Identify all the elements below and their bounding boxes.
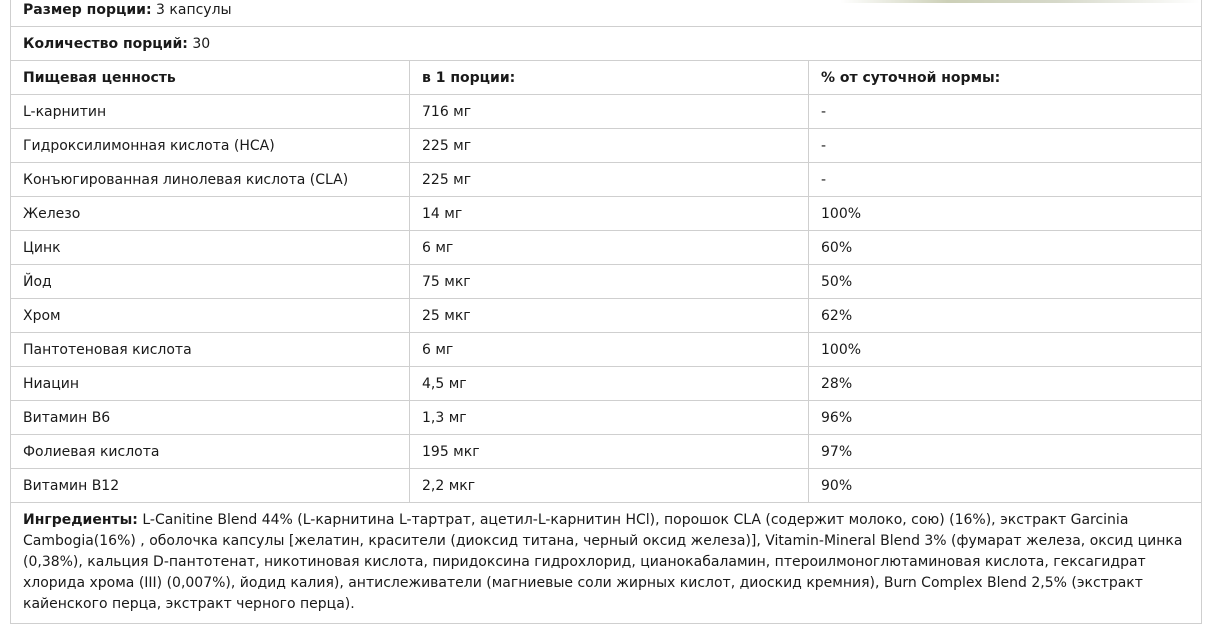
nutrient-amount-cell: 716 мг (410, 95, 809, 129)
header-daily-value: % от суточной нормы: (809, 61, 1202, 95)
nutrient-daily-value-cell: 28% (809, 367, 1202, 401)
nutrient-daily-value-cell: 96% (809, 401, 1202, 435)
nutrient-daily-value-cell: - (809, 163, 1202, 197)
nutrient-daily-value-cell: 90% (809, 469, 1202, 503)
nutrient-amount-cell: 6 мг (410, 333, 809, 367)
table-row (11, 435, 1202, 469)
nutrient-amount-cell: 25 мкг (410, 299, 809, 333)
nutrient-rows (11, 95, 1202, 503)
nutrient-name-cell: Гидроксилимонная кислота (HCA) (11, 129, 410, 163)
nutrient-name-cell: Хром (11, 299, 410, 333)
header-nutrient: Пищевая ценность (11, 61, 410, 95)
table-row (11, 265, 1202, 299)
nutrient-name-cell: Витамин В6 (11, 401, 410, 435)
table-row (11, 469, 1202, 503)
nutrient-name-cell: Цинк (11, 231, 410, 265)
nutrient-amount-cell: 4,5 мг (410, 367, 809, 401)
nutrient-daily-value-cell: - (809, 129, 1202, 163)
nutrition-facts-table (10, 0, 1202, 624)
nutrient-name-cell: Пантотеновая кислота (11, 333, 410, 367)
nutrient-daily-value-cell: 97% (809, 435, 1202, 469)
nutrient-amount-cell: 195 мкг (410, 435, 809, 469)
nutrient-amount-cell: 1,3 мг (410, 401, 809, 435)
ingredients-cell (11, 503, 1202, 624)
table-header-row (11, 61, 1202, 95)
nutrient-daily-value-cell: - (809, 95, 1202, 129)
table-row (11, 163, 1202, 197)
table-row (11, 367, 1202, 401)
servings-count-value: 30 (192, 35, 211, 52)
serving-size-cell (11, 0, 1202, 27)
serving-size-label: Размер порции: (23, 2, 152, 18)
table-row (11, 333, 1202, 367)
ingredients-row (11, 503, 1202, 624)
serving-size-row (11, 0, 1202, 27)
nutrient-name-cell: Железо (11, 197, 410, 231)
header-per-serving: в 1 порции: (410, 61, 809, 95)
table-row (11, 197, 1202, 231)
table-row (11, 401, 1202, 435)
nutrient-name-cell: Фолиевая кислота (11, 435, 410, 469)
nutrient-amount-cell: 225 мг (410, 129, 809, 163)
ingredients-text: L-Canitine Blend 44% (L-карнитина L-тартрат, ацетил-L-карнитин HCl), порошок CLA (содержит молоко, сою) (16%), экстракт Garcinia Cambogia(16%) , оболочка капсулы [желатин, красители (диоксид титана, черный оксид железа)], Vitamin-Mineral Blend 3% (фумарат железа, оксид цинка (0,38%), кальция D-пантотенат, никотиновая кислота, пиридоксина гидрохлорид, цианокабаламин, птероилмоноглютаминовая кислота, гексагидрат хлорида хрома (III) (0,007%), йодид калия), антислеживатели (магниевые соли жирных кислот, диоскид кремния), Burn Complex Blend 2,5% (экстракт кайенского перца, экстракт черного перца). (23, 512, 1183, 612)
serving-size-value: 3 капсулы (156, 2, 232, 18)
ingredients-label: Ингредиенты: (23, 512, 138, 528)
nutrient-amount-cell: 14 мг (410, 197, 809, 231)
servings-count-row (11, 27, 1202, 61)
nutrient-name-cell: Ниацин (11, 367, 410, 401)
servings-count-cell (11, 27, 1202, 61)
nutrient-name-cell: Йод (11, 265, 410, 299)
table-row (11, 95, 1202, 129)
nutrient-name-cell: L-карнитин (11, 95, 410, 129)
nutrient-daily-value-cell: 50% (809, 265, 1202, 299)
nutrient-daily-value-cell: 62% (809, 299, 1202, 333)
table-row (11, 129, 1202, 163)
servings-count-label: Количество порций: (23, 35, 188, 52)
nutrient-daily-value-cell: 100% (809, 333, 1202, 367)
nutrient-daily-value-cell: 60% (809, 231, 1202, 265)
nutrient-amount-cell: 2,2 мкг (410, 469, 809, 503)
nutrient-daily-value-cell: 100% (809, 197, 1202, 231)
table-row (11, 299, 1202, 333)
nutrient-amount-cell: 75 мкг (410, 265, 809, 299)
table-row (11, 231, 1202, 265)
nutrient-amount-cell: 225 мг (410, 163, 809, 197)
nutrient-amount-cell: 6 мг (410, 231, 809, 265)
nutrient-name-cell: Конъюгированная линолевая кислота (CLA) (11, 163, 410, 197)
nutrient-name-cell: Витамин В12 (11, 469, 410, 503)
